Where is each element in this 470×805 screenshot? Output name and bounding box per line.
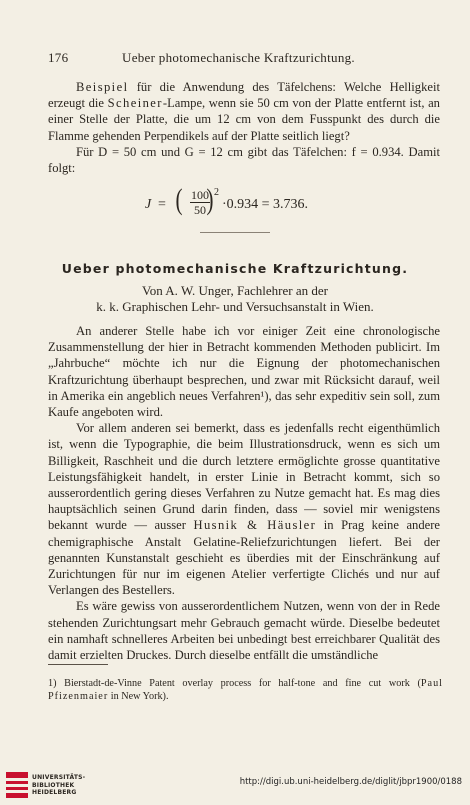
article-paragraph-1: An anderer Stelle habe ich vor einiger Zeit eine chronologische Zusammenstellung der hier in Betracht kommenden Methoden publicirt. Im „Jahrbuche“ möchte ich nur die Eignung der photomechanischen Kraftzurichtung überhaupt besprechen, und zwar mit Rücksicht darauf, weil in Amerika ein angeblich neues Verfahren¹), das sehr expeditiv sein soll, zum Kaufe angeboten wird.	[48, 324, 440, 420]
intro-text	[48, 79, 440, 176]
paragraph-2-text-a: Vor allem anderen sei bemerkt, dass es jedenfalls recht eigenthümlich ist, wenn die Typographie, die beim Illustrationsdruck, wenn es sich um Billigkeit, Raschheit und die durch letztere ermöglichte grosse quantitative Leistungsfähigkeit handelt, in erster Linie in Betracht kommt, sich so ausserordentlich gering dieses Verfahren zu Nutze gemacht hat. Es mag dies hauptsächlich seinen Grund darin finden, dass — soviel mir wenigstens bekannt wurde — ausser	[48, 421, 440, 533]
library-line-3: HEIDELBERG	[32, 789, 77, 796]
fraction-denominator: 50	[194, 203, 206, 217]
spaced-name-husnik: Husnik & Häusler	[193, 518, 317, 533]
example-text-a: für die Anwendung des Täfelchens: Welche Helligkeit erzeugt die	[48, 80, 440, 111]
page-number: 176	[48, 50, 69, 65]
footnote	[48, 677, 443, 703]
library-line-1: UNIVERSITÄTS-	[32, 774, 86, 781]
formula-exponent: 2	[214, 187, 219, 198]
article-paragraph-3: Es wäre gewiss von ausserordentlichem Nutzen, wenn von der in Rede stehenden Zurichtungsart mehr Gebrauch gemacht würde. Dieselbe bedeutet ein namhaft schnelleres Arbeiten bei unbedingt best erreichbarer Qualität des damit erzielten Druckes. Durch dieselbe entfällt die umständliche	[48, 599, 440, 663]
author-line-2: k. k. Graphischen Lehr- und Versuchsanstalt in Wien.	[96, 299, 374, 314]
values-paragraph: Für D = 50 cm und G = 12 cm gibt das Täfelchen: f = 0.934. Damit folgt:	[48, 144, 440, 176]
example-text-b: -Lampe, wenn sie 50 cm von der Platte entfernt ist, an einer Stelle der Platte, die um 12 cm von dem Fusspunkt des durch die Flamme gehenden Perpendikels auf der Platte seitlich liegt?	[48, 96, 440, 143]
example-paragraph	[48, 79, 440, 144]
formula-equals: =	[158, 197, 166, 212]
library-line-2: BIBLIOTHEK	[32, 781, 75, 789]
library-name	[32, 774, 85, 797]
formula-result: ·0.934 = 3.736.	[222, 197, 309, 212]
article-author	[0, 283, 470, 315]
spaced-word-beispiel: Beispiel	[76, 80, 129, 94]
running-title: Ueber photomechanische Kraftzurichtung.	[122, 50, 355, 65]
author-line-1: Von A. W. Unger, Fachlehrer an der	[142, 283, 328, 298]
fraction-numerator: 100	[191, 188, 209, 202]
paragraph-2-text-b: in Prag keine andere chemigraphische Anstalt Gelatine-Reliefzurichtungen liefert. Bei der genannten Kunstanstalt geschieht es überdies mit der Einschränkung auf Zurichtungen für nur im eigenen Atelier verfertigte Clichés und nur auf Verlangen des Bestellers.	[48, 518, 441, 598]
footnote-rule	[48, 664, 108, 665]
article-body	[48, 323, 440, 663]
spaced-word-scheiner: Scheiner	[107, 96, 163, 111]
formula	[0, 185, 470, 225]
footnote-text-b: in New York).	[108, 691, 169, 702]
article-paragraph-2	[48, 420, 440, 598]
footnote-spaced-name: Paul Pfizenmaier	[48, 678, 443, 702]
section-divider	[200, 232, 270, 233]
library-logo-icon	[6, 772, 28, 798]
paren-left: (	[175, 183, 183, 216]
footnote-text-a: 1) Bierstadt-de-Vinne Patent overlay process for half-tone and fine cut work (	[48, 678, 421, 689]
article-title: Ueber photomechanische Kraftzurichtung.	[61, 261, 409, 276]
paren-right: )	[206, 183, 214, 216]
formula-lhs: J	[145, 197, 152, 212]
source-url[interactable]: http://digi.ub.uni-heidelberg.de/diglit/jbpr1900/0188	[239, 777, 462, 787]
